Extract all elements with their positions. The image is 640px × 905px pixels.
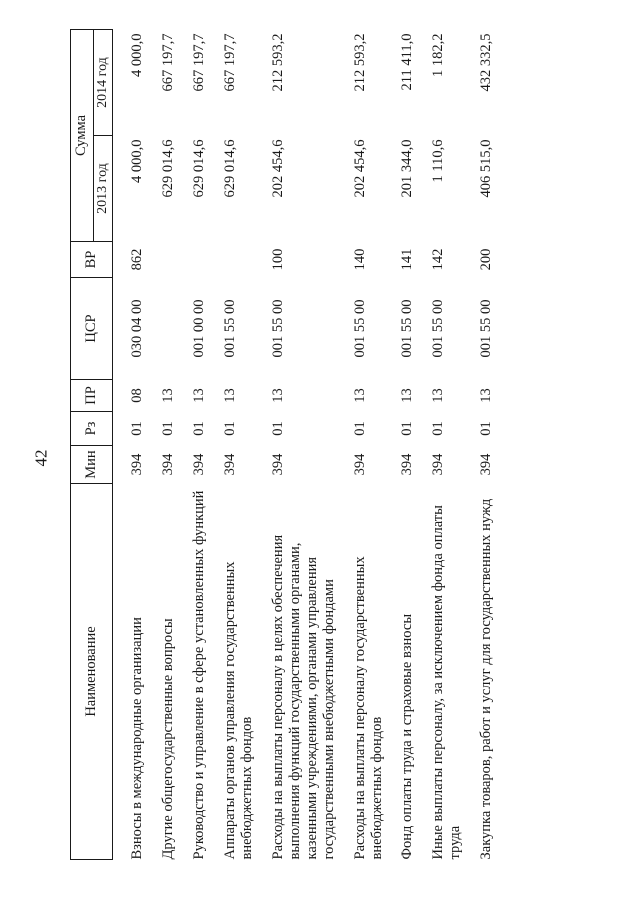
cell-csr: 001 00 00: [190, 299, 207, 358]
cell-pr: 13: [399, 388, 416, 403]
cell-sum-2013: 202 454,6: [351, 139, 368, 198]
cell-rz: 01: [269, 421, 286, 436]
cell-vr: [160, 242, 191, 278]
cell-rz: 01: [159, 421, 176, 436]
cell-sum-2013: 406 515,0: [478, 139, 495, 198]
cell-csr: [160, 278, 191, 380]
cell-name: Расходы на выплаты персоналу государственных внебюджетных фондов: [351, 556, 385, 860]
cell-sum-2013: 629 014,6: [190, 139, 207, 198]
cell-min: 394: [269, 453, 286, 476]
cell-vr: 140: [351, 248, 368, 271]
cell-min: 394: [478, 453, 495, 476]
table-header: [71, 30, 113, 860]
header-vr: ВР: [71, 242, 113, 278]
table-row: [191, 30, 222, 860]
header-pr: ПР: [71, 380, 113, 412]
cell-rz: 01: [221, 421, 238, 436]
cell-vr: [222, 242, 270, 278]
table-row: [160, 30, 191, 860]
table-row: [129, 30, 160, 860]
cell-sum-2014: 432 332,5: [478, 33, 495, 92]
cell-csr: 001 55 00: [478, 299, 495, 358]
cell-min: 394: [351, 453, 368, 476]
cell-sum-2013: 201 344,0: [399, 139, 416, 198]
cell-rz: 01: [399, 421, 416, 436]
table-row: [270, 30, 352, 860]
cell-name: Другие общегосударственные вопросы: [159, 618, 176, 860]
cell-csr: 001 55 00: [399, 299, 416, 358]
cell-min: 394: [159, 453, 176, 476]
cell-vr: 141: [399, 248, 416, 271]
cell-vr: [191, 242, 222, 278]
cell-name: Руководство и управление в сфере установленных функций: [190, 490, 207, 860]
cell-csr: 001 55 00: [221, 299, 238, 358]
cell-csr: 001 55 00: [351, 299, 368, 358]
header-2013: 2013 год: [94, 136, 113, 242]
cell-rz: 01: [478, 421, 495, 436]
header-rz: Рз: [71, 412, 113, 446]
cell-min: 394: [430, 453, 447, 476]
page-number: 42: [31, 449, 50, 467]
cell-name: Закупка товаров, работ и услуг для государственных нужд: [478, 498, 495, 860]
cell-rz: 01: [129, 421, 145, 436]
cell-pr: 13: [351, 388, 368, 403]
budget-table: [70, 29, 509, 860]
cell-rz: 01: [351, 421, 368, 436]
cell-min: 394: [221, 453, 238, 476]
header-csr: ЦСР: [71, 278, 113, 380]
table-body: [113, 30, 510, 860]
cell-name: Взносы в международные организации: [129, 617, 145, 860]
cell-vr: 100: [269, 248, 286, 271]
cell-csr: 030 04 00: [129, 299, 145, 358]
cell-pr: 13: [478, 388, 495, 403]
cell-name: Иные выплаты персоналу, за исключением фонда оплаты труда: [430, 505, 464, 860]
cell-rz: 01: [430, 421, 447, 436]
cell-sum-2014: 211 411,0: [399, 33, 416, 91]
header-name: Наименование: [71, 484, 113, 860]
cell-name: Расходы на выплаты персоналу в целях обеспечения выполнения функций государственными органами, казенными учреждениями, органами управления государственными внебюджетными фондами: [269, 534, 337, 860]
cell-pr: 13: [159, 388, 176, 403]
cell-sum-2014: 667 197,7: [221, 33, 238, 92]
cell-pr: 13: [221, 388, 238, 403]
cell-vr: 862: [129, 248, 145, 271]
cell-sum-2014: 4 000,0: [129, 33, 145, 77]
cell-sum-2013: 202 454,6: [269, 139, 286, 198]
table-row: [352, 30, 400, 860]
cell-csr: 001 55 00: [430, 299, 447, 358]
cell-sum-2014: 667 197,7: [159, 33, 176, 92]
cell-sum-2014: 667 197,7: [190, 33, 207, 92]
cell-min: 394: [399, 453, 416, 476]
cell-sum-2014: 212 593,2: [351, 33, 368, 92]
cell-min: 394: [129, 453, 145, 476]
cell-sum-2013: 629 014,6: [159, 139, 176, 198]
cell-sum-2013: 4 000,0: [129, 139, 145, 183]
cell-sum-2014: 1 182,2: [430, 33, 447, 77]
cell-vr: 142: [430, 248, 447, 271]
cell-pr: 13: [430, 388, 447, 403]
cell-sum-2014: 212 593,2: [269, 33, 286, 92]
cell-name: Фонд оплаты труда и страховые взносы: [399, 613, 416, 860]
header-sum: Сумма: [71, 30, 94, 242]
cell-pr: 08: [129, 388, 145, 403]
rotated-table-container: [70, 30, 616, 860]
table-row: [399, 30, 430, 860]
cell-csr: 001 55 00: [269, 299, 286, 358]
cell-vr: 200: [478, 248, 495, 271]
header-min: Мин: [71, 446, 113, 484]
cell-pr: 13: [269, 388, 286, 403]
cell-pr: 13: [190, 388, 207, 403]
cell-sum-2013: 629 014,6: [221, 139, 238, 198]
cell-name: Аппараты органов управления государственных внебюджетных фондов: [221, 561, 255, 860]
cell-rz: 01: [190, 421, 207, 436]
table-row: [478, 30, 509, 860]
table-row: [430, 30, 478, 860]
table-row: [222, 30, 270, 860]
header-2014: 2014 год: [94, 30, 113, 136]
cell-sum-2013: 1 110,6: [430, 139, 447, 183]
cell-min: 394: [190, 453, 207, 476]
